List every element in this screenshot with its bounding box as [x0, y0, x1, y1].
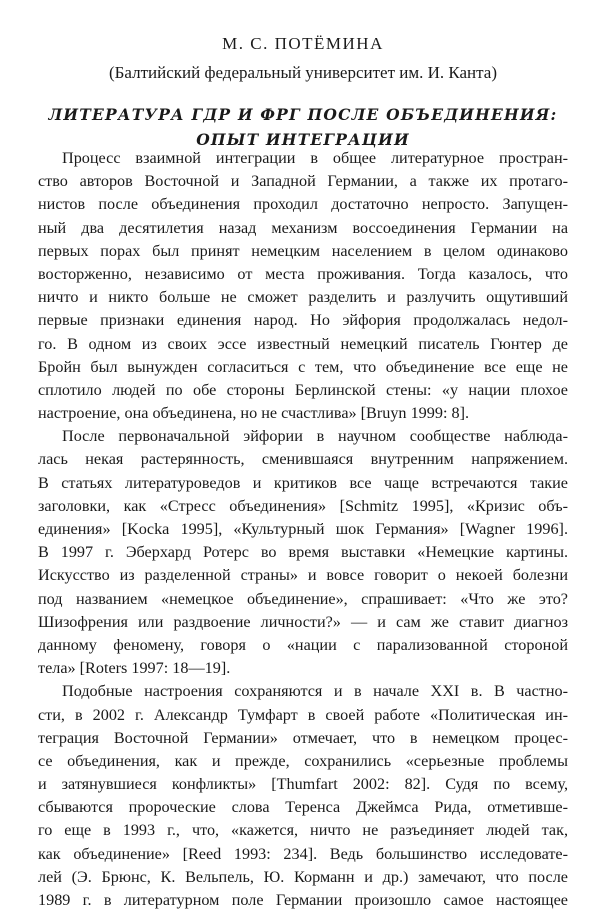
text-line: В статьях литературоведов и критиков все чаще встречаются такие	[38, 473, 568, 492]
article-title-line: ЛИТЕРАТУРА ГДР И ФРГ ПОСЛЕ ОБЪЕДИНЕНИЯ:	[48, 105, 558, 124]
text-line: сбываются пророческие слова Теренса Джеймса Рида, отметивше-	[38, 798, 568, 817]
text-line: заголовки, как «Стресс объединения» [Schmitz 1995], «Кризис объ-	[38, 496, 568, 515]
text-line: го еще в 1993 г., что, «кажется, ничто не разъединяет людей так,	[38, 821, 568, 840]
article-title-line: ОПЫТ ИНТЕГРАЦИИ	[196, 130, 410, 149]
text-line: единения» [Kocka 1995], «Культурный шок Германия» [Wagner 1996].	[38, 520, 568, 538]
text-line: как объединение» [Reed 1993: 234]. Ведь большинство исследовате-	[38, 844, 568, 863]
text-line: Искусство из разделенной страны» и вовсе говорит о некоей болезни	[38, 566, 568, 585]
text-line: ный два десятилетия назад механизм воссоединения Германии на	[38, 218, 568, 237]
text-line: В 1997 г. Эберхард Ротерс во время выставки «Немецкие картины.	[38, 543, 568, 562]
author-affiliation: (Балтийский федеральный университет им. И. Канта)	[108, 63, 497, 82]
paragraph	[38, 147, 568, 425]
text-line: тела» [Roters 1997: 18—19].	[38, 659, 231, 678]
text-line: первых порах был принят немецким населением в целом одинаково	[38, 241, 568, 260]
text-line: теграция Восточной Германии» отмечает, что в немецком процес-	[38, 728, 568, 747]
text-line: Шизофрения или раздвоение личности?» — и сам же ставит диагноз	[38, 612, 568, 631]
text-line: го. В одном из своих эссе известный немецкий писатель Гюнтер де	[38, 334, 568, 353]
text-line: сти, в 2002 г. Александр Тумфарт в своей работе «Политическая ин-	[38, 705, 568, 724]
article-body	[38, 147, 568, 912]
text-line: восторженно, независимо от места проживания. Тогда казалось, что	[38, 264, 568, 283]
text-line: 1989 г. в литературном поле Германии произошло самое настоящее	[38, 891, 568, 909]
text-line: первые признаки единения народ. Но эйфория продолжалась недол-	[38, 311, 568, 330]
text-line: и затянувшиеся конфликты» [Thumfart 2002: 82]. Судя по всему,	[38, 775, 568, 794]
text-line: ство авторов Восточной и Западной Германии, а также их протаго-	[38, 172, 568, 191]
text-line: нистов после объединения проходил достаточно непросто. Запущен-	[38, 195, 568, 214]
text-line: сплотило людей по обе стороны Берлинской стены: «у нации плохое	[38, 380, 568, 399]
text-line: лась некая растерянность, сменившаяся внутренним напряжением.	[38, 450, 568, 469]
text-line: под названием «немецкое объединение», спрашивает: «Что же это?	[38, 589, 568, 608]
text-line: настроение, она объединена, но не счастлива» [Bruyn 1999: 8].	[38, 404, 470, 423]
paragraph	[38, 425, 568, 680]
article-title	[38, 102, 568, 152]
text-line: ничто и никто больше не сможет разделить и разлучить ощутивший	[38, 288, 568, 307]
text-line: Бройн был вынужден согласиться с тем, что объединение все еще не	[38, 357, 568, 376]
paragraph	[38, 680, 568, 912]
text-line: данному феномену, говоря о «нации с парализованной стороной	[38, 635, 568, 654]
text-line: После первоначальной эйфории в научном сообществе наблюда-	[62, 427, 568, 446]
text-line: Процесс взаимной интеграции в общее литературное простран-	[62, 149, 568, 167]
text-line: се объединения, как и прежде, сохранились «серьезные проблемы	[38, 751, 568, 770]
author-name: М. С. ПОТЁМИНА	[222, 34, 384, 53]
text-line: лей (Э. Брюнс, К. Вельпель, Ю. Корманн и др.) замечают, что после	[38, 867, 568, 886]
text-line: Подобные настроения сохраняются и в начале XXI в. В частно-	[62, 682, 568, 701]
